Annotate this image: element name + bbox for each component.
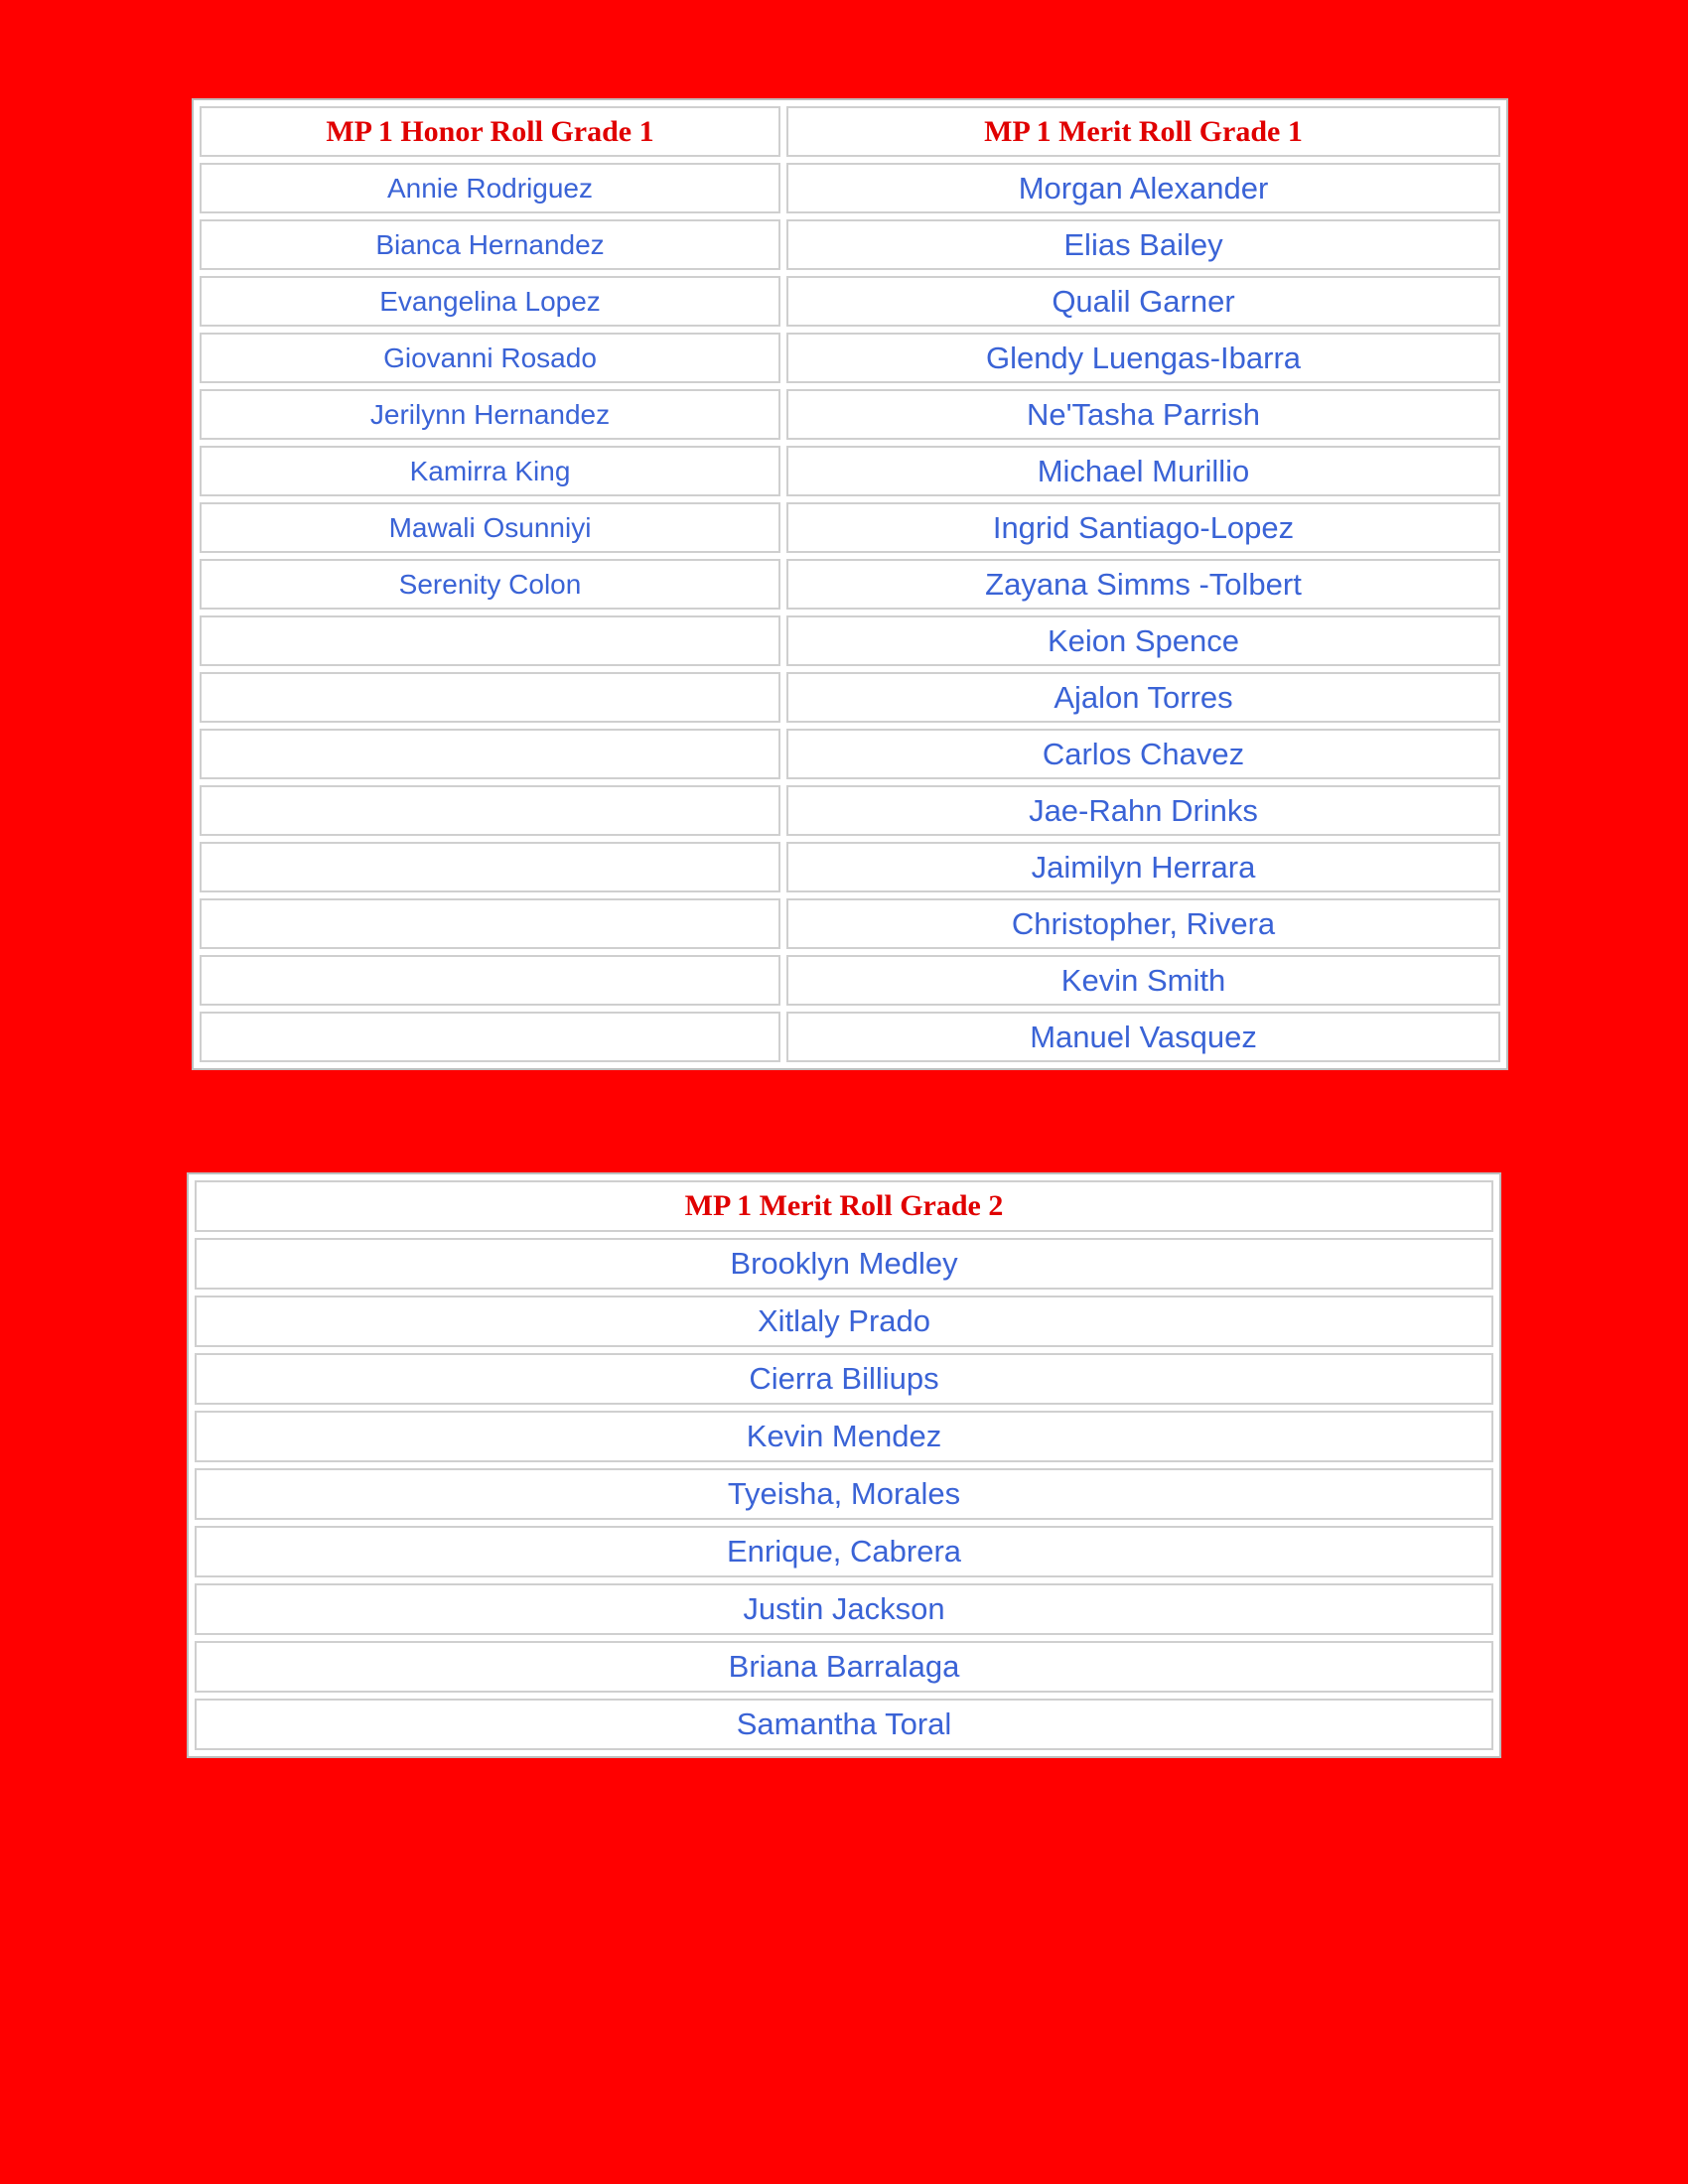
merit-roll-name-cell: Morgan Alexander bbox=[786, 163, 1500, 213]
merit-roll-name-cell: Ne'Tasha Parrish bbox=[786, 389, 1500, 440]
table-row bbox=[200, 842, 1500, 892]
honor-roll-name-cell bbox=[200, 729, 780, 779]
table-row bbox=[195, 1468, 1493, 1520]
merit-roll-name-cell: Qualil Garner bbox=[786, 276, 1500, 327]
table-row bbox=[195, 1641, 1493, 1693]
merit-roll-name-cell: Ingrid Santiago-Lopez bbox=[786, 502, 1500, 553]
merit-roll-name-cell: Kevin Smith bbox=[786, 955, 1500, 1006]
merit-roll-name-cell: Xitlaly Prado bbox=[195, 1296, 1493, 1347]
table-row bbox=[200, 276, 1500, 327]
merit-roll-name-cell: Christopher, Rivera bbox=[786, 898, 1500, 949]
table-row bbox=[200, 729, 1500, 779]
merit-roll-name-cell: Kevin Mendez bbox=[195, 1411, 1493, 1462]
grade1-roll-table bbox=[192, 98, 1508, 1070]
table-row bbox=[200, 389, 1500, 440]
honor-roll-name-cell: Annie Rodriguez bbox=[200, 163, 780, 213]
table-row bbox=[200, 502, 1500, 553]
honor-roll-name-cell bbox=[200, 842, 780, 892]
table-row bbox=[200, 615, 1500, 666]
honor-roll-name-cell: Giovanni Rosado bbox=[200, 333, 780, 383]
merit-roll-name-cell: Manuel Vasquez bbox=[786, 1012, 1500, 1062]
honor-roll-name-cell bbox=[200, 1012, 780, 1062]
merit-roll-name-cell: Michael Murillio bbox=[786, 446, 1500, 496]
honor-roll-name-cell bbox=[200, 898, 780, 949]
table-row bbox=[200, 898, 1500, 949]
table-row bbox=[195, 1526, 1493, 1577]
merit-roll-name-cell: Samantha Toral bbox=[195, 1699, 1493, 1750]
merit-roll-name-cell: Brooklyn Medley bbox=[195, 1238, 1493, 1290]
honor-roll-name-cell bbox=[200, 672, 780, 723]
merit-roll-name-cell: Zayana Simms -Tolbert bbox=[786, 559, 1500, 610]
table-row bbox=[195, 1296, 1493, 1347]
merit-roll-name-cell: Elias Bailey bbox=[786, 219, 1500, 270]
table-row bbox=[200, 1012, 1500, 1062]
merit-roll-grade2-header: MP 1 Merit Roll Grade 2 bbox=[195, 1180, 1493, 1232]
merit-roll-name-cell: Jaimilyn Herrara bbox=[786, 842, 1500, 892]
table-row bbox=[200, 219, 1500, 270]
table-row bbox=[200, 333, 1500, 383]
merit-roll-name-cell: Ajalon Torres bbox=[786, 672, 1500, 723]
table-row bbox=[200, 446, 1500, 496]
merit-roll-name-cell: Enrique, Cabrera bbox=[195, 1526, 1493, 1577]
table-row bbox=[195, 1583, 1493, 1635]
honor-roll-name-cell: Jerilynn Hernandez bbox=[200, 389, 780, 440]
honor-roll-name-cell bbox=[200, 615, 780, 666]
table-row bbox=[200, 672, 1500, 723]
merit-roll-grade1-header: MP 1 Merit Roll Grade 1 bbox=[786, 106, 1500, 157]
table-row bbox=[195, 1411, 1493, 1462]
merit-roll-name-cell: Tyeisha, Morales bbox=[195, 1468, 1493, 1520]
honor-roll-name-cell bbox=[200, 955, 780, 1006]
table-row bbox=[200, 785, 1500, 836]
honor-roll-name-cell: Evangelina Lopez bbox=[200, 276, 780, 327]
table-row bbox=[195, 1699, 1493, 1750]
merit-roll-name-cell: Justin Jackson bbox=[195, 1583, 1493, 1635]
merit-roll-name-cell: Cierra Billiups bbox=[195, 1353, 1493, 1405]
honor-roll-name-cell: Serenity Colon bbox=[200, 559, 780, 610]
table-row bbox=[200, 955, 1500, 1006]
table-header-row bbox=[200, 106, 1500, 157]
table-row bbox=[195, 1353, 1493, 1405]
honor-roll-name-cell: Mawali Osunniyi bbox=[200, 502, 780, 553]
honor-roll-grade1-header: MP 1 Honor Roll Grade 1 bbox=[200, 106, 780, 157]
table-row bbox=[200, 559, 1500, 610]
honor-roll-name-cell: Kamirra King bbox=[200, 446, 780, 496]
table-header-row bbox=[195, 1180, 1493, 1232]
merit-roll-name-cell: Jae-Rahn Drinks bbox=[786, 785, 1500, 836]
honor-roll-name-cell: Bianca Hernandez bbox=[200, 219, 780, 270]
merit-roll-name-cell: Carlos Chavez bbox=[786, 729, 1500, 779]
merit-roll-name-cell: Keion Spence bbox=[786, 615, 1500, 666]
table-row bbox=[200, 163, 1500, 213]
grade2-roll-table bbox=[187, 1172, 1501, 1758]
merit-roll-name-cell: Briana Barralaga bbox=[195, 1641, 1493, 1693]
merit-roll-name-cell: Glendy Luengas-Ibarra bbox=[786, 333, 1500, 383]
honor-roll-name-cell bbox=[200, 785, 780, 836]
table-row bbox=[195, 1238, 1493, 1290]
